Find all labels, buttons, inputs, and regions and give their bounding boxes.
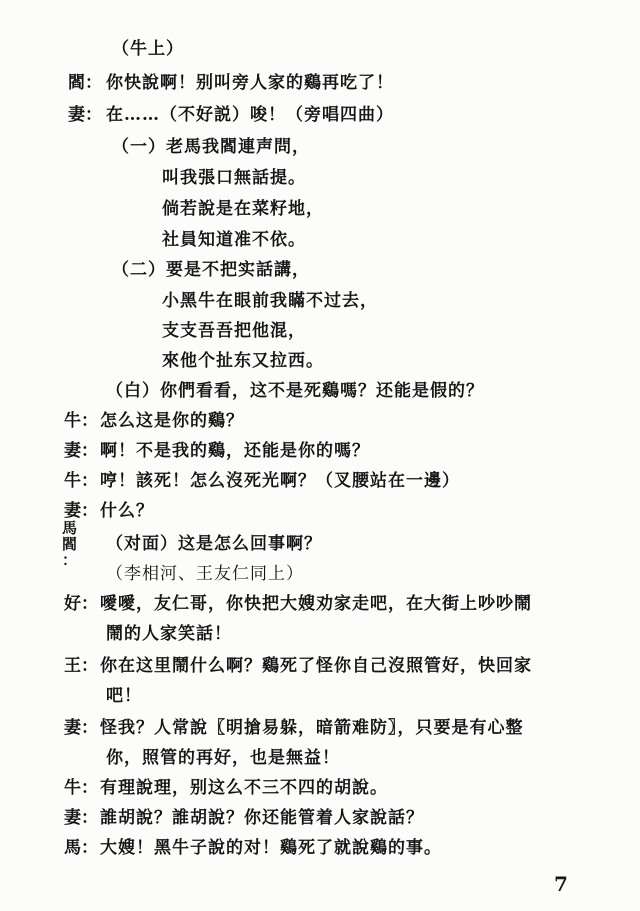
stage-direction: （李相河、王友仁同上） [106, 564, 304, 584]
dialogue-line: 你在这里鬧什么啊？鷄死了怪你自己沒照管好，快回家 [100, 656, 532, 676]
dialogue-line: （白）你們看看，这不是死鷄嗎？还能是假的？ [106, 381, 484, 401]
dialogue-line: 在……（不好説）唆！（旁唱四曲） [106, 105, 394, 125]
dialogue-line: 噯噯，友仁哥，你快把大嫂劝家走吧，在大街上吵吵鬧 [100, 594, 532, 614]
speaker-label: 馬： [64, 838, 98, 858]
speaker-label: 閻： [68, 73, 102, 93]
dialogue-line: （对面）这是怎么回事啊？ [106, 534, 322, 554]
dialogue-line: 怎么这是你的鷄？ [100, 411, 244, 431]
speaker-label: 好： [64, 594, 98, 614]
speaker-label: 牛： [64, 411, 98, 431]
stage-direction: （牛上） [112, 39, 184, 59]
dialogue-line: 啊！不是我的鷄，还能是你的嗎？ [100, 441, 370, 461]
speaker-label: 妻： [64, 808, 98, 828]
song-line: 叫我張口無話提。 [162, 168, 306, 188]
page-number: 7 [554, 872, 568, 896]
song-line: 來他个扯东又拉西。 [162, 351, 324, 371]
dialogue-line: 鬧的人家笑話！ [106, 624, 232, 644]
speaker-label: 妻： [68, 105, 102, 125]
speaker-label-char: 閻 [62, 535, 78, 553]
dialogue-line: 誰胡說？誰胡說？你还能管着人家說話？ [100, 808, 424, 828]
dialogue-line: 怪我？人常說〖明搶易躲，暗箭难防〗，只要是有心整 [100, 718, 524, 738]
dialogue-line: 大嫂！黑牛子說的对！鷄死了就說鷄的事。 [100, 838, 442, 858]
song-line: （二）要是不把实話講， [112, 260, 310, 280]
speaker-label: 妻： [64, 718, 98, 738]
song-line: 倘若說是在菜籽地， [162, 199, 324, 219]
dialogue-line: 你快說啊！别叫旁人家的鷄再吃了！ [106, 73, 394, 93]
dialogue-line: 你，照管的再好，也是無益！ [106, 748, 340, 768]
speaker-label: 牛： [64, 471, 98, 491]
speaker-label-char: ： [62, 551, 78, 569]
dialogue-line: 有理說理，别这么不三不四的胡說。 [100, 778, 388, 798]
speaker-label: 王： [64, 656, 98, 676]
dialogue-line: 吧！ [106, 686, 142, 706]
speaker-label-char: 馬 [62, 519, 78, 537]
song-line: 社員知道准不依。 [162, 230, 306, 250]
song-line: 小黑牛在眼前我瞞不过去， [162, 291, 378, 311]
speaker-label-stacked [62, 520, 82, 568]
speaker-label: 妻： [64, 501, 98, 521]
dialogue-line: 哼！該死！怎么沒死光啊？（叉腰站在一邊） [100, 471, 460, 491]
song-line: （一）老馬我閻連声問， [112, 137, 310, 157]
speaker-label: 牛： [64, 778, 98, 798]
song-line: 支支吾吾把他混， [162, 321, 306, 341]
dialogue-line: 什么？ [100, 501, 154, 521]
speaker-label: 妻： [64, 441, 98, 461]
